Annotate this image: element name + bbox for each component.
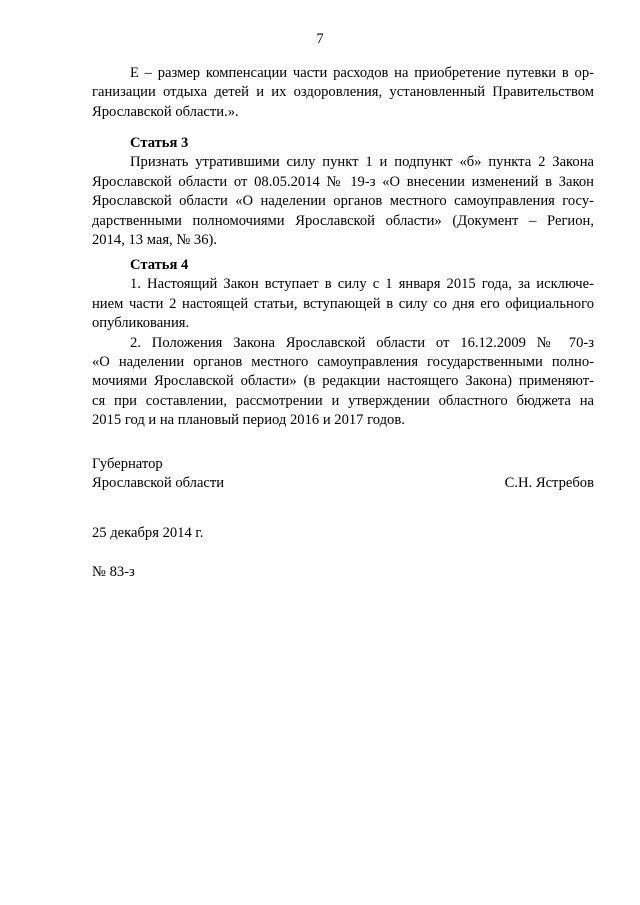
text-line: мочиями Ярославской области» (в редакции настоящего Закона) применяют- xyxy=(92,373,594,390)
article-heading: Статья 3 xyxy=(130,135,189,151)
article-4 xyxy=(92,256,594,431)
text-line: дарственными полномочиями Ярославской области» (Документ – Регион, xyxy=(92,212,594,229)
signatory-region: Ярославской области xyxy=(92,475,225,492)
page-number: 7 xyxy=(316,31,324,47)
text-line: опубликования. xyxy=(92,315,190,332)
signature-block xyxy=(92,455,594,494)
signatory-name: С.Н. Ястребов xyxy=(504,475,594,491)
text-line: 1. Настоящий Закон вступает в силу с 1 января 2015 года, за исключе- xyxy=(130,276,594,293)
text-line: 2. Положения Закона Ярославской области от 16.12.2009 № 70-з xyxy=(130,334,594,351)
article-heading: Статья 4 xyxy=(130,257,189,273)
text-line: Признать утратившими силу пункт 1 и подпункт «б» пункта 2 Закона xyxy=(130,154,594,171)
text-line: Ярославской области от 08.05.2014 № 19-з «О внесении изменений в Закон xyxy=(92,173,594,190)
text-line: нием части 2 настоящей статьи, вступающей в силу со дня его официального xyxy=(92,295,594,312)
intro-paragraph xyxy=(92,64,594,122)
article-3 xyxy=(92,134,594,250)
text-line: Е – размер компенсации части расходов на приобретение путевки в ор- xyxy=(130,65,594,81)
signatory-title: Губернатор xyxy=(92,456,163,472)
text-line: Ярославской области «О наделении органов местного самоуправления госу- xyxy=(92,193,594,210)
text-line: Ярославской области.». xyxy=(92,103,239,120)
document-date: 25 декабря 2014 г. xyxy=(92,525,204,541)
document-number: № 83-з xyxy=(92,564,135,580)
text-line: «О наделении органов местного самоуправления государственными полно- xyxy=(92,354,594,371)
text-line: ганизации отдыха детей и их оздоровления, установленный Правительством xyxy=(92,84,594,101)
text-line: 2014, 13 мая, № 36). xyxy=(92,232,218,249)
text-line: ся при составлении, рассмотрении и утверждении областного бюджета на xyxy=(92,392,594,409)
text-line: 2015 год и на плановый период 2016 и 2017 годов. xyxy=(92,412,405,429)
